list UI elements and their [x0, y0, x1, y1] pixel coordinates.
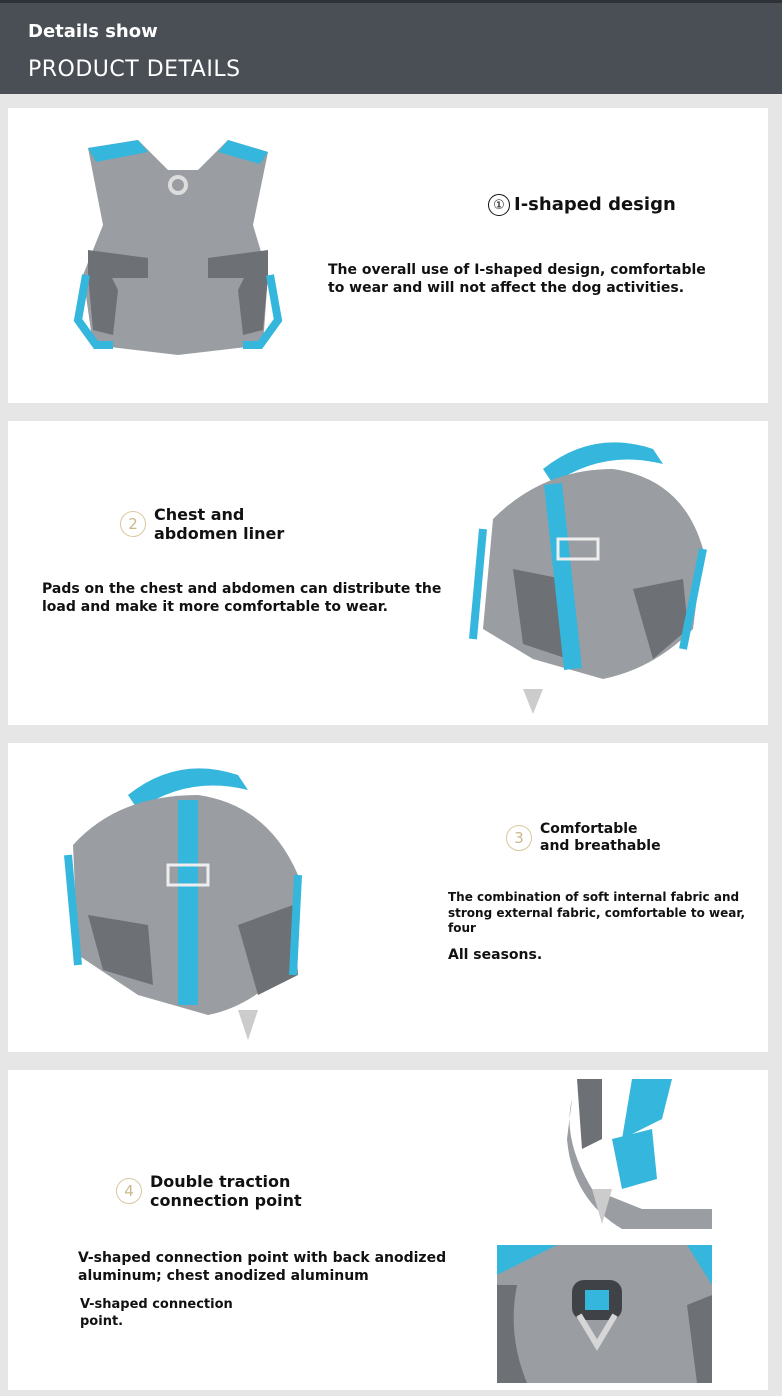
back-connection-point-image — [497, 1245, 712, 1383]
header-title: PRODUCT DETAILS — [28, 57, 241, 82]
section-title-line-1: Chest and — [154, 505, 245, 524]
section-3-description-extra: All seasons. — [448, 947, 543, 963]
extra-line-1: V-shaped connection — [80, 1297, 233, 1312]
feature-panel-3 — [8, 743, 768, 1052]
section-title-line-2: and breathable — [540, 837, 661, 854]
section-4-heading — [116, 1172, 302, 1210]
feature-panel-2 — [8, 421, 768, 725]
extra-line-2: point. — [80, 1313, 124, 1329]
harness-front-image — [48, 755, 318, 1045]
section-3-heading — [506, 821, 661, 855]
section-title: I-shaped design — [514, 194, 676, 216]
section-4-description: V-shaped connection point with back anodized aluminum; chest anodized aluminum — [78, 1250, 447, 1285]
section-title-line-1: Double traction — [150, 1172, 291, 1191]
section-2-heading — [120, 505, 284, 543]
section-1-heading — [488, 194, 676, 216]
header-subtitle: Details show — [28, 21, 158, 42]
section-number: ① — [488, 194, 510, 216]
section-title-line-1: Comfortable — [540, 821, 638, 837]
page-header — [0, 0, 782, 94]
section-title-line-2: abdomen liner — [154, 524, 285, 544]
harness-back-image — [68, 130, 288, 370]
section-number: 3 — [506, 825, 532, 851]
section-4-description-extra — [80, 1297, 233, 1331]
section-title-line-2: connection point — [150, 1191, 302, 1211]
feature-panel-4 — [8, 1070, 768, 1390]
harness-clip-closeup-image — [562, 1079, 712, 1229]
section-3-description: The combination of soft internal fabric and strong external fabric, comfortable to wear, four — [448, 890, 746, 936]
section-number: 4 — [116, 1178, 142, 1204]
section-number: 2 — [120, 511, 146, 537]
section-2-description: Pads on the chest and abdomen can distribute the load and make it more comfortable to wear. — [42, 581, 442, 616]
section-1-description: The overall use of I-shaped design, comfortable to wear and will not affect the dog activities. — [328, 262, 706, 297]
harness-side-image — [453, 429, 723, 719]
feature-panel-1 — [8, 108, 768, 403]
